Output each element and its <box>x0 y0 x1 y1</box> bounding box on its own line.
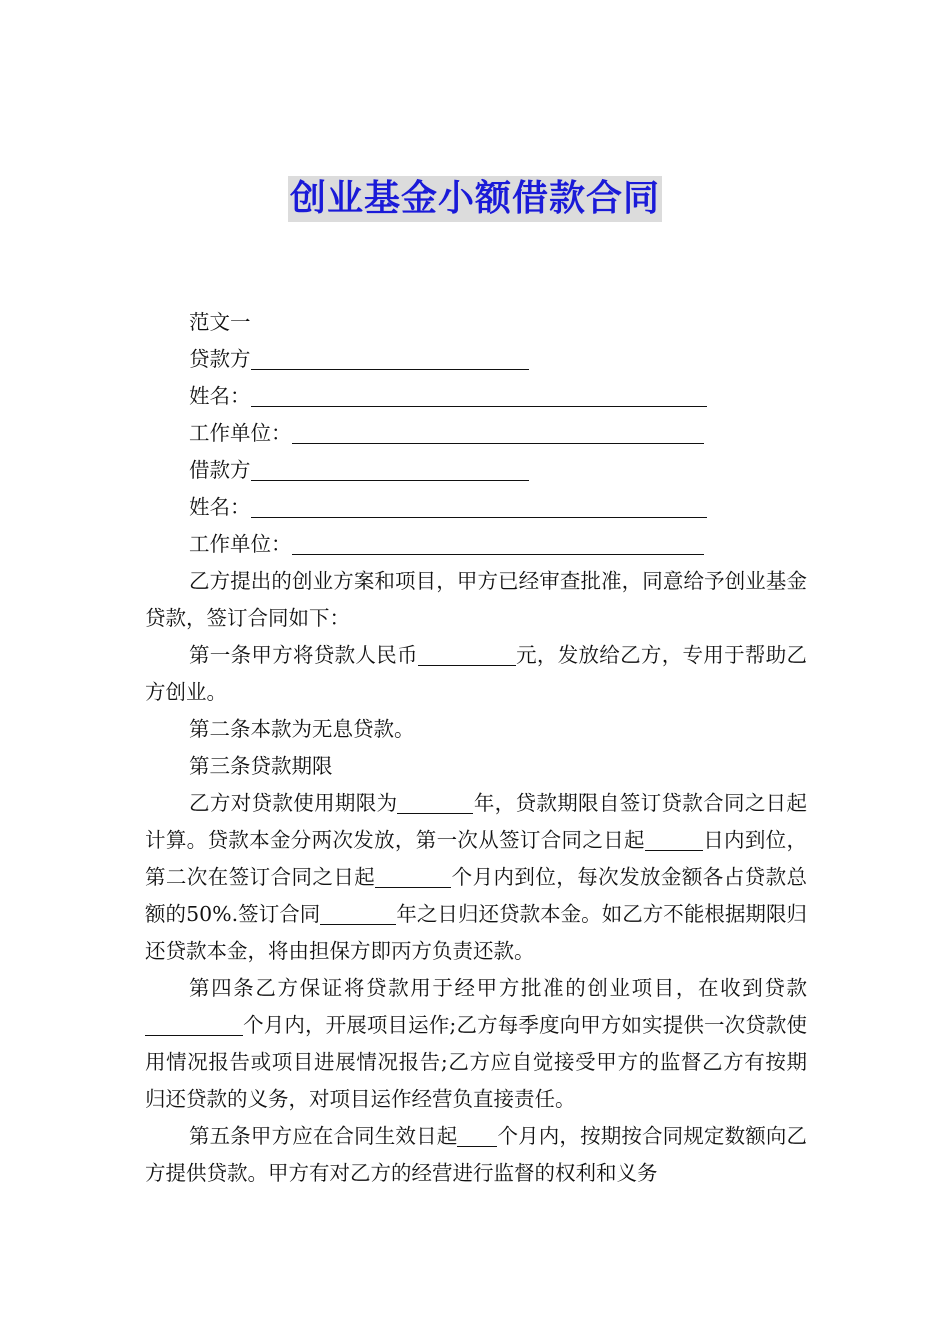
article-3-text-d: 个月内到位，每次发放金额各占贷款总额的50%.签订合同 <box>145 865 808 926</box>
article-1-text-b: 元，发放给乙方，专用于帮助乙方创业。 <box>145 643 808 704</box>
article-4-text-a: 第四条乙方保证将贷款用于经甲方批准的创业项目，在收到贷款 <box>189 976 807 1000</box>
article-3 <box>145 785 807 970</box>
article-1-blank <box>418 664 516 666</box>
lender-label: 贷款方 <box>189 347 251 371</box>
borrower-work-line <box>145 526 807 563</box>
article-4-blank <box>145 1034 243 1036</box>
intro-paragraph: 乙方提出的创业方案和项目，甲方已经审查批准，同意给予创业基金贷款，签订合同如下： <box>145 569 807 630</box>
borrower-line <box>145 452 807 489</box>
borrower-work-label: 工作单位： <box>189 532 292 556</box>
borrower-work-blank <box>292 553 704 555</box>
lender-name-blank <box>251 405 707 407</box>
lender-work-line <box>145 415 807 452</box>
lender-name-line <box>145 378 807 415</box>
document-body <box>145 304 807 1192</box>
article-5 <box>145 1118 807 1192</box>
article-5-text-b: 个月内，按期按合同规定数额向乙方提供贷款。甲方有对乙方的经营进行监督的权利和义务 <box>145 1124 808 1185</box>
borrower-label: 借款方 <box>189 458 251 482</box>
borrower-name-line <box>145 489 807 526</box>
title-wrap <box>0 176 950 222</box>
article-1 <box>145 637 807 711</box>
article-2: 第二条本款为无息贷款。 <box>189 717 415 741</box>
article-4-text-b: 个月内，开展项目运作;乙方每季度向甲方如实提供一次贷款使用情况报告或项目进展情况报告;乙方应自觉接受甲方的监督乙方有按期归还贷款的义务，对项目运作经营负直接责任。 <box>145 1013 807 1111</box>
lender-work-label: 工作单位： <box>189 421 292 445</box>
borrower-name-label: 姓名： <box>189 495 251 519</box>
borrower-name-blank <box>251 516 707 518</box>
article-5-blank <box>457 1145 497 1147</box>
sample-label-text: 范文一 <box>189 310 251 334</box>
article-3-text-a: 乙方对贷款使用期限为 <box>189 791 398 815</box>
lender-blank <box>251 368 529 370</box>
article-3-blank-3 <box>375 886 451 888</box>
lender-work-blank <box>292 442 704 444</box>
article-3-text-e: 年之日归还贷款本金。如乙方不能根据期限归还贷款本金，将由担保方即丙方负责还款。 <box>145 902 807 963</box>
sample-label <box>145 304 807 341</box>
borrower-blank <box>251 479 529 481</box>
article-5-text-a: 第五条甲方应在合同生效日起 <box>189 1124 458 1148</box>
article-3-text-b: 年，贷款期限自签订贷款合同之日起计算。贷款本金分两次发放，第一次从签订合同之日起 <box>145 791 808 852</box>
article-4 <box>145 970 807 1118</box>
lender-line <box>145 341 807 378</box>
article-3-title: 第三条贷款期限 <box>189 754 333 778</box>
article-3-text-c: 日内到位，第二次在签订合同之日起 <box>145 828 808 889</box>
document-title: 创业基金小额借款合同 <box>288 176 662 222</box>
article-3-blank-2 <box>645 849 703 851</box>
article-1-text-a: 第一条甲方将贷款人民币 <box>189 643 418 667</box>
article-3-blank-1 <box>397 812 473 814</box>
article-3-blank-4 <box>320 923 396 925</box>
lender-name-label: 姓名： <box>189 384 251 408</box>
